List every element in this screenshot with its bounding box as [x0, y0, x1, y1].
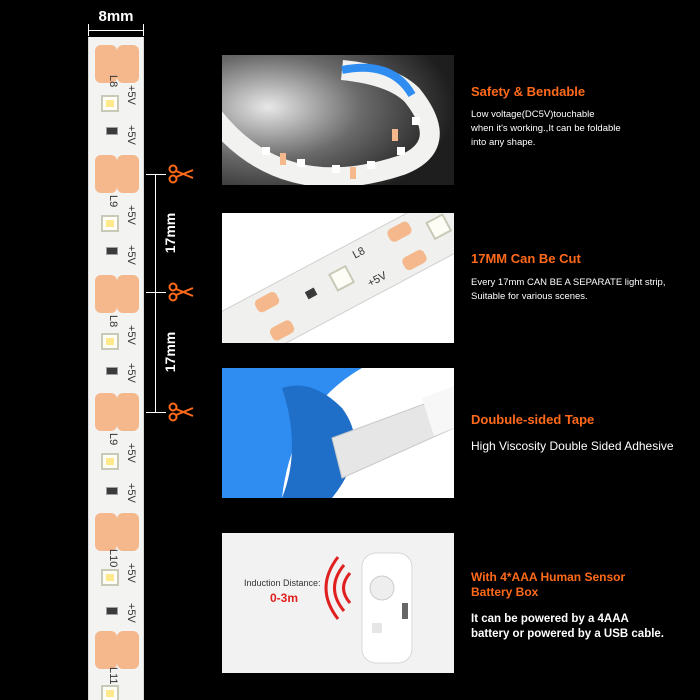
cut-length-label: 17mm	[162, 331, 179, 373]
strip-label-5v: +5V	[125, 563, 137, 583]
segment-label: L11	[107, 667, 119, 685]
resistor	[106, 607, 118, 615]
resistor	[106, 247, 118, 255]
strip-label-5v: +5V	[125, 325, 137, 345]
width-tick-right	[143, 24, 144, 36]
strip-label-5v: +5V	[125, 85, 137, 105]
feature-line: High Viscosity Double Sided Adhesive	[471, 439, 674, 453]
led-chip	[101, 215, 119, 232]
solder-pad	[117, 393, 139, 431]
strip-width-line	[88, 30, 144, 31]
cut-line	[146, 412, 166, 413]
strip-label-5v: +5V	[125, 363, 137, 383]
strip-label-5v: +5V	[125, 483, 137, 503]
led-chip	[101, 95, 119, 112]
resistor	[106, 367, 118, 375]
segment-label: L10	[107, 549, 119, 568]
feature-title-line2: Battery Box	[471, 585, 539, 599]
solder-pad	[117, 155, 139, 193]
feature-line: Suitable for various scenes.	[471, 291, 588, 302]
strip-label-5v: +5V	[125, 603, 137, 623]
feature-title: Doubule-sided Tape	[471, 412, 595, 427]
scissors-icon	[168, 164, 194, 184]
feature-line: battery or powered by a USB cable.	[471, 628, 665, 640]
solder-pad	[95, 393, 117, 431]
strip-label-5v: +5V	[125, 125, 137, 145]
width-tick-left	[88, 24, 89, 36]
feature-title: 17MM Can Be Cut	[471, 251, 581, 266]
cut-line	[146, 292, 166, 293]
solder-pad	[117, 45, 139, 83]
solder-pad	[95, 513, 117, 551]
led-chip	[101, 453, 119, 470]
led-chip	[101, 685, 119, 700]
feature-line: Low voltage(DC5V)touchable	[471, 109, 595, 120]
feature-line: It can be powered by a 4AAA	[471, 613, 629, 625]
bendable-photo	[222, 55, 454, 185]
solder-pad	[117, 275, 139, 313]
strip-label-5v: +5V	[125, 205, 137, 225]
cut-line	[146, 174, 166, 175]
feature-title: With 4*AAA Human Sensor	[471, 570, 626, 584]
strip-width-label: 8mm	[98, 8, 134, 25]
led-strip	[88, 37, 144, 700]
segment-label: L8	[107, 315, 119, 328]
sensor-box-photo	[222, 533, 454, 673]
induction-distance-value: 0-3m	[270, 591, 299, 605]
feature-line: Every 17mm CAN BE A SEPARATE light strip,	[471, 277, 666, 288]
segment-label: L9	[107, 433, 119, 446]
scissors-icon	[168, 282, 194, 302]
induction-distance-label: Induction Distance:	[244, 578, 321, 588]
solder-pad	[95, 155, 117, 193]
segment-label: L9	[107, 195, 119, 208]
feature-line: when it's working.,It can be foldable	[471, 123, 621, 134]
cut-strip-photo	[222, 213, 454, 343]
scissors-icon	[168, 402, 194, 422]
strip-label-5v: +5V	[125, 245, 137, 265]
resistor	[106, 127, 118, 135]
svg-text:L8: L8	[350, 245, 368, 262]
strip-label-5v: +5V	[125, 443, 137, 463]
resistor	[106, 487, 118, 495]
solder-pad	[95, 275, 117, 313]
segment-label: L8	[107, 75, 119, 88]
solder-pad	[95, 631, 117, 669]
solder-pad	[117, 513, 139, 551]
tape-photo	[222, 368, 454, 498]
cut-length-label: 17mm	[162, 212, 179, 254]
feature-title: Safety & Bendable	[471, 84, 586, 99]
cut-dimension-line	[155, 174, 156, 412]
led-chip	[101, 569, 119, 586]
svg-text:+5V: +5V	[365, 269, 389, 290]
solder-pad	[117, 631, 139, 669]
feature-line: into any shape.	[471, 137, 536, 148]
led-chip	[101, 333, 119, 350]
